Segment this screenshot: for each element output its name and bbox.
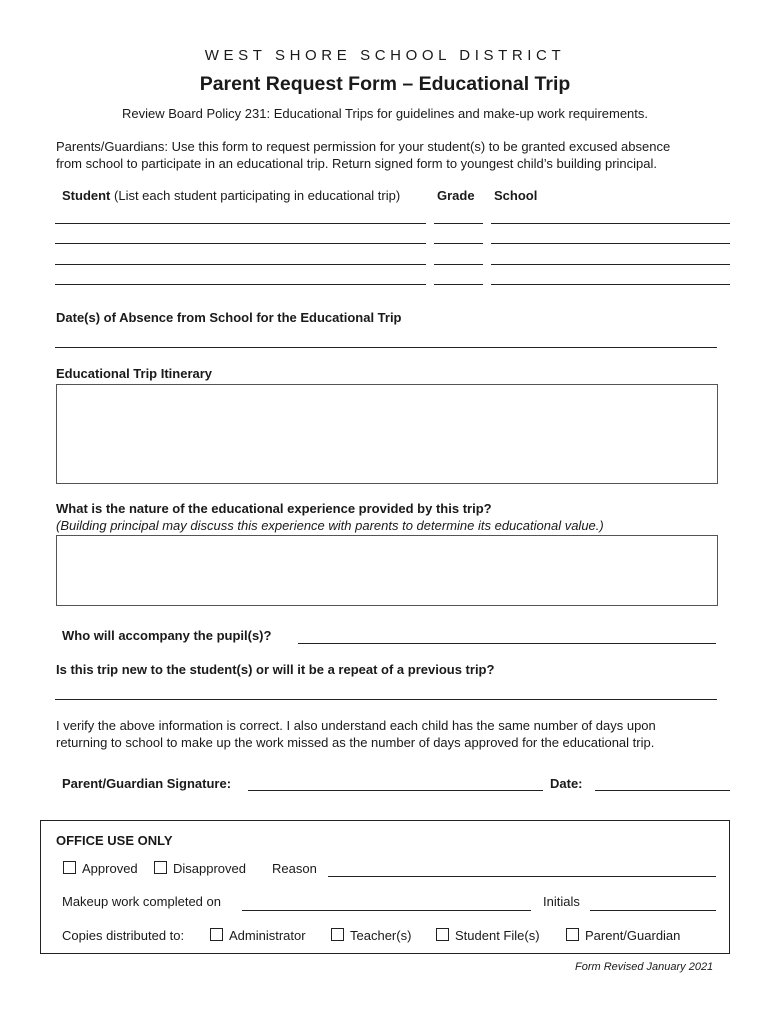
copies-label: Copies distributed to: [62,928,185,943]
date-line[interactable] [595,790,730,791]
grade-line-2[interactable] [434,243,483,244]
school-line-2[interactable] [491,243,730,244]
parent-guardian-label: Parent/Guardian [585,928,681,943]
initials-line[interactable] [590,910,716,911]
teachers-label: Teacher(s) [350,928,412,943]
grade-line-3[interactable] [434,264,483,265]
student-name-line-2[interactable] [55,243,426,244]
student-name-line-1[interactable] [55,223,426,224]
reason-label: Reason [272,861,317,876]
makeup-label: Makeup work completed on [62,894,221,909]
disapproved-checkbox[interactable] [154,861,167,874]
accompany-line[interactable] [298,643,716,644]
verify-text [56,717,656,751]
signature-line[interactable] [248,790,543,791]
nature-note: (Building principal may discuss this experience with parents to determine its educational value.) [56,518,604,533]
reason-line[interactable] [328,876,716,877]
office-use-title: OFFICE USE ONLY [56,833,173,848]
nature-textarea[interactable] [56,535,718,606]
school-line-1[interactable] [491,223,730,224]
form-revised-note: Form Revised January 2021 [575,961,714,973]
makeup-date-line[interactable] [242,910,531,911]
school-label: School [494,188,538,203]
date-label: Date: [550,776,583,791]
intro-text [56,138,736,172]
signature-label: Parent/Guardian Signature: [62,776,232,791]
student-files-checkbox[interactable] [436,928,449,941]
administrator-label: Administrator [229,928,306,943]
intro-line-2: from school to participate in an educational trip. Return signed form to youngest child’s building principal. [56,156,657,171]
student-files-label: Student File(s) [455,928,540,943]
district-name: WEST SHORE SCHOOL DISTRICT [204,47,566,64]
itinerary-textarea[interactable] [56,384,718,484]
disapproved-label: Disapproved [173,861,246,876]
form-title: Parent Request Form – Educational Trip [199,73,571,95]
repeat-trip-label: Is this trip new to the student(s) or will it be a repeat of a previous trip? [56,662,495,677]
student-column-header [62,188,400,203]
teachers-checkbox[interactable] [331,928,344,941]
student-hint: (List each student participating in educational trip) [114,188,401,203]
absence-dates-line[interactable] [55,347,717,348]
school-line-4[interactable] [491,284,730,285]
initials-label: Initials [543,894,580,909]
grade-label: Grade [437,188,475,203]
grade-line-1[interactable] [434,223,483,224]
parent-guardian-checkbox[interactable] [566,928,579,941]
verify-line-1: I verify the above information is correct. I also understand each child has the same number of days upon [56,718,656,733]
grade-line-4[interactable] [434,284,483,285]
verify-line-2: returning to school to make up the work missed as the number of days approved for the educational trip. [56,735,655,750]
administrator-checkbox[interactable] [210,928,223,941]
repeat-trip-line[interactable] [55,699,717,700]
student-name-line-3[interactable] [55,264,426,265]
school-line-3[interactable] [491,264,730,265]
accompany-label: Who will accompany the pupil(s)? [62,628,272,643]
nature-label: What is the nature of the educational experience provided by this trip? [56,501,492,516]
approved-label: Approved [82,861,138,876]
policy-note: Review Board Policy 231: Educational Trips for guidelines and make-up work requirements. [121,106,649,121]
absence-dates-label: Date(s) of Absence from School for the Educational Trip [56,310,402,325]
approved-checkbox[interactable] [63,861,76,874]
student-name-line-4[interactable] [55,284,426,285]
student-label: Student [62,188,111,203]
intro-line-1: Parents/Guardians: Use this form to request permission for your student(s) to be granted excused absence [56,139,671,154]
itinerary-label: Educational Trip Itinerary [56,366,213,381]
